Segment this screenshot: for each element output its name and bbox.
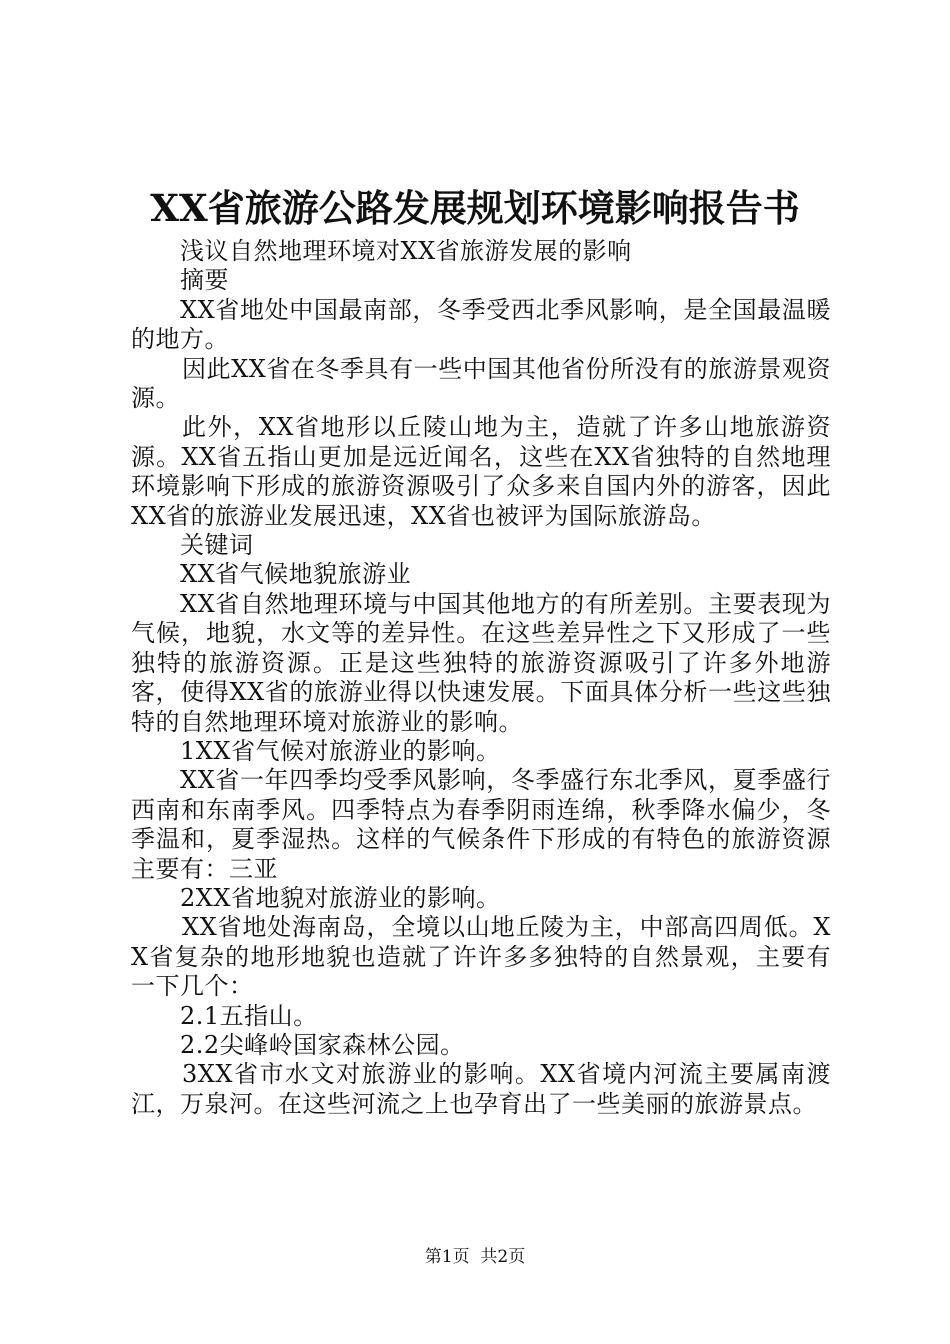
body-paragraph: 3XX省市水文对旅游业的影响。XX省境内河流主要属南渡江，万泉河。在这些河流之上也孕育出了一些美丽的旅游景点。: [131, 1060, 831, 1118]
page-footer: [0, 1245, 950, 1269]
body-paragraph: XX省自然地理环境与中国其他地方的有所差别。主要表现为气候，地貌，水文等的差异性。在这些差异性之下又形成了一些独特的旅游资源。正是这些独特的旅游资源吸引了许多外地游客，使得XX省的旅游业得以快速发展。下面具体分析一些这些独特的自然地理环境对旅游业的影响。: [131, 589, 831, 736]
subsection-item: 2.1五指山。: [180, 1001, 318, 1030]
document-title: XX省旅游公路发展规划环境影响报告书: [150, 186, 800, 230]
subtitle-paragraph: 浅议自然地理环境对XX省旅游发展的影响: [180, 237, 632, 265]
section-heading: 2XX省地貌对旅游业的影响。: [180, 883, 501, 912]
abstract-heading: 摘要: [180, 266, 229, 295]
keywords-heading: 关键词: [180, 531, 254, 560]
body-paragraph: 因此XX省在冬季具有一些中国其他省份所没有的旅游景观资源。: [131, 354, 831, 413]
body-paragraph: XX省地处海南岛，全境以山地丘陵为主，中部高四周低。XX省复杂的地形地貌也造就了许许多多独特的自然景观，主要有一下几个：: [131, 913, 831, 1001]
subsection-item: 2.2尖峰岭国家森林公园。: [180, 1030, 465, 1059]
document-body: [131, 237, 831, 1119]
page-number: 第1页: [424, 1247, 470, 1267]
keywords-paragraph: XX省气候地貌旅游业: [180, 560, 412, 589]
page-total: 共2页: [480, 1247, 526, 1267]
section-heading: 1XX省气候对旅游业的影响。: [180, 736, 501, 765]
body-paragraph: XX省地处中国最南部，冬季受西北季风影响，是全国最温暖的地方。: [131, 295, 831, 354]
body-paragraph: XX省一年四季均受季风影响，冬季盛行东北季风，夏季盛行西南和东南季风。四季特点为春季阴雨连绵，秋季降水偏少，冬季温和，夏季湿热。这样的气候条件下形成的有特色的旅游资源主要有：三亚: [131, 766, 831, 883]
body-paragraph: 此外，XX省地形以丘陵山地为主，造就了许多山地旅游资源。XX省五指山更加是远近闻名，这些在XX省独特的自然地理环境影响下形成的旅游资源吸引了众多来自国内外的游客，因此XX省的旅游业发展迅速，XX省也被评为国际旅游岛。: [131, 413, 831, 530]
